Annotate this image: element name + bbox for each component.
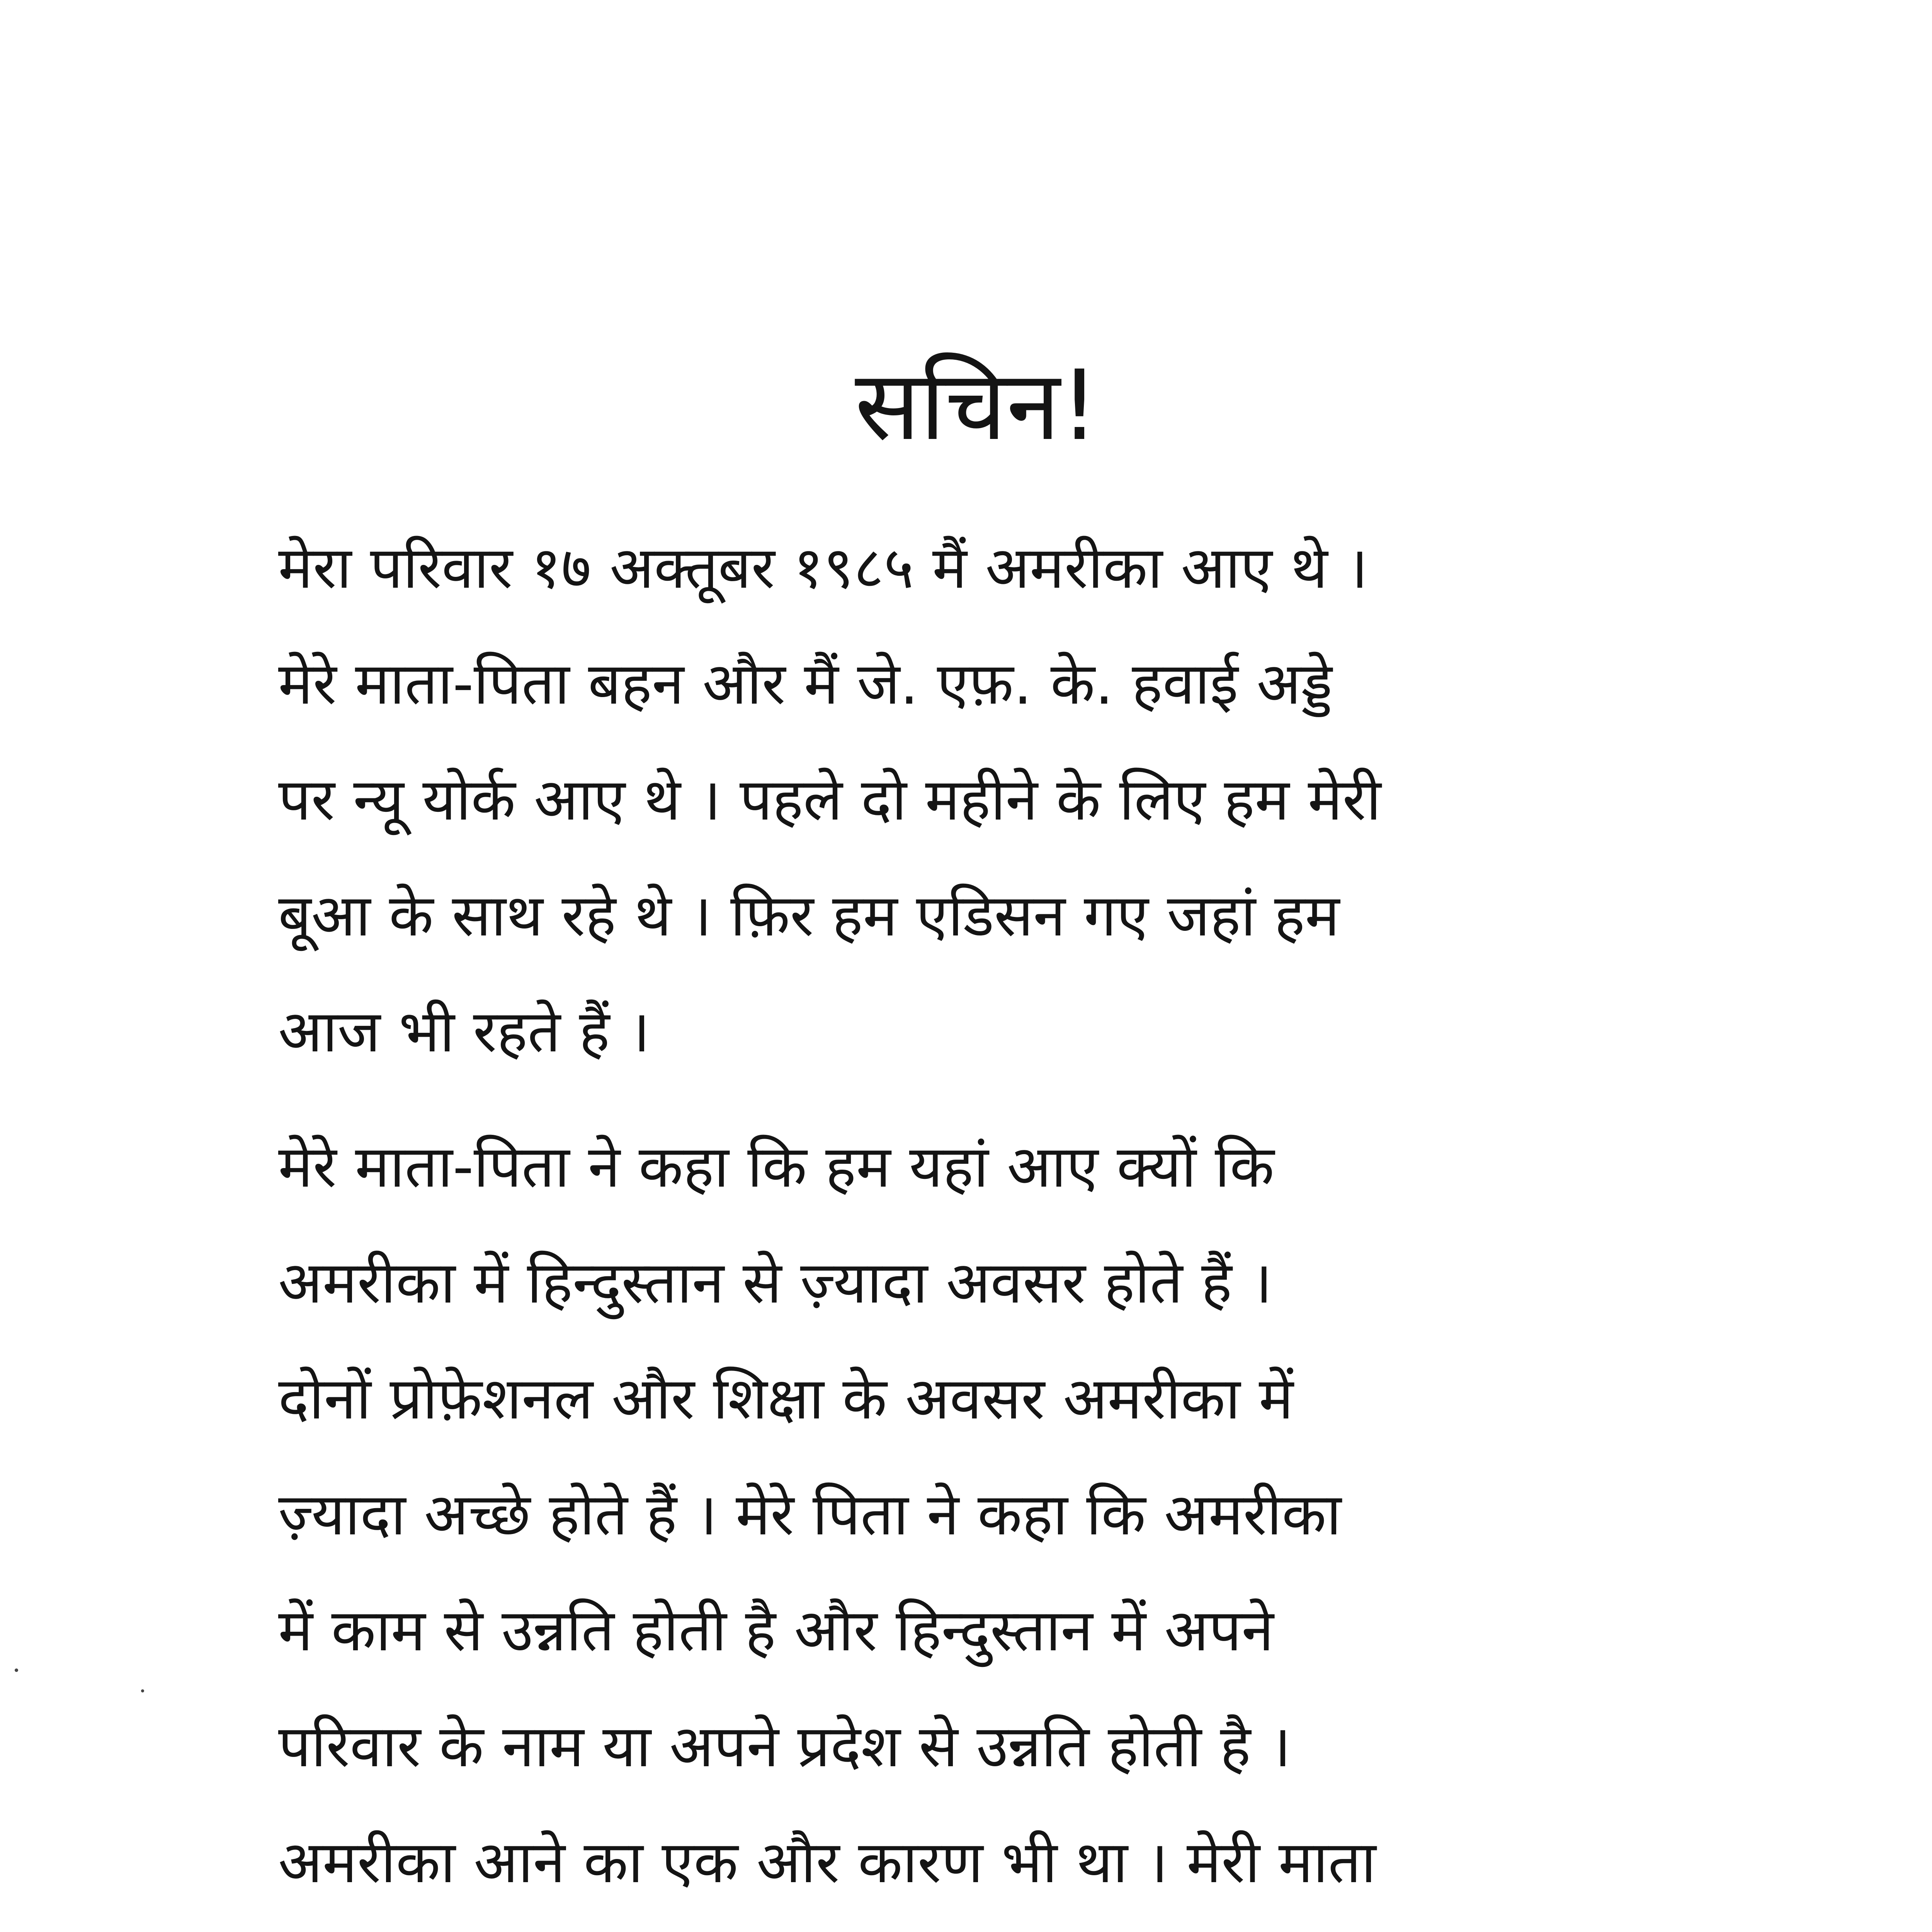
text-line: पर न्यू योर्क आए थे । पहले दो महीने के लिए हम मेरी — [278, 766, 1381, 833]
text-line — [278, 1920, 1716, 1932]
paragraph-1 — [278, 510, 1716, 1090]
scan-speck — [15, 1668, 18, 1672]
text-line: अमरीका में हिन्दुस्तान से ज़्यादा अवसर होते हैं । — [278, 1249, 1272, 1316]
paragraph-2 — [278, 1109, 1716, 1804]
scan-speck — [141, 1689, 144, 1692]
text-line: दोनों प्रोफ़ेशनल और शिक्षा के अवसर अमरीका में — [278, 1365, 1294, 1432]
text-line: में काम से उन्नति होती है और हिन्दुस्तान में अपने — [278, 1597, 1274, 1664]
text-line: मेरे माता-पिता ने कहा कि हम यहां आए क्यों कि — [278, 1133, 1274, 1201]
text-line: मेरे माता-पिता बहन और मैं जे. एफ़. के. हवाई अड्डे — [278, 650, 1333, 718]
text-line: अमरीका आने का एक और कारण भी था । मेरी माता — [278, 1829, 1376, 1896]
text-line: परिवार के नाम या अपने प्रदेश से उन्नति होती है । — [278, 1713, 1291, 1780]
text-line: ज़्यादा अच्छे होते हैं । मेरे पिता ने कहा कि अमरीका — [278, 1481, 1342, 1548]
page-title: सचिन! — [855, 349, 1099, 462]
text-line: आज भी रहते हैं । — [278, 998, 650, 1065]
paragraph-3 — [278, 1804, 1716, 1932]
text-line: मेरा परिवार १७ अक्तूबर १९८५ मैं अमरीका आए थे । — [278, 534, 1368, 602]
text-line: बूआ के साथ रहे थे । फ़िर हम एडिसन गए जहां हम — [278, 882, 1340, 949]
